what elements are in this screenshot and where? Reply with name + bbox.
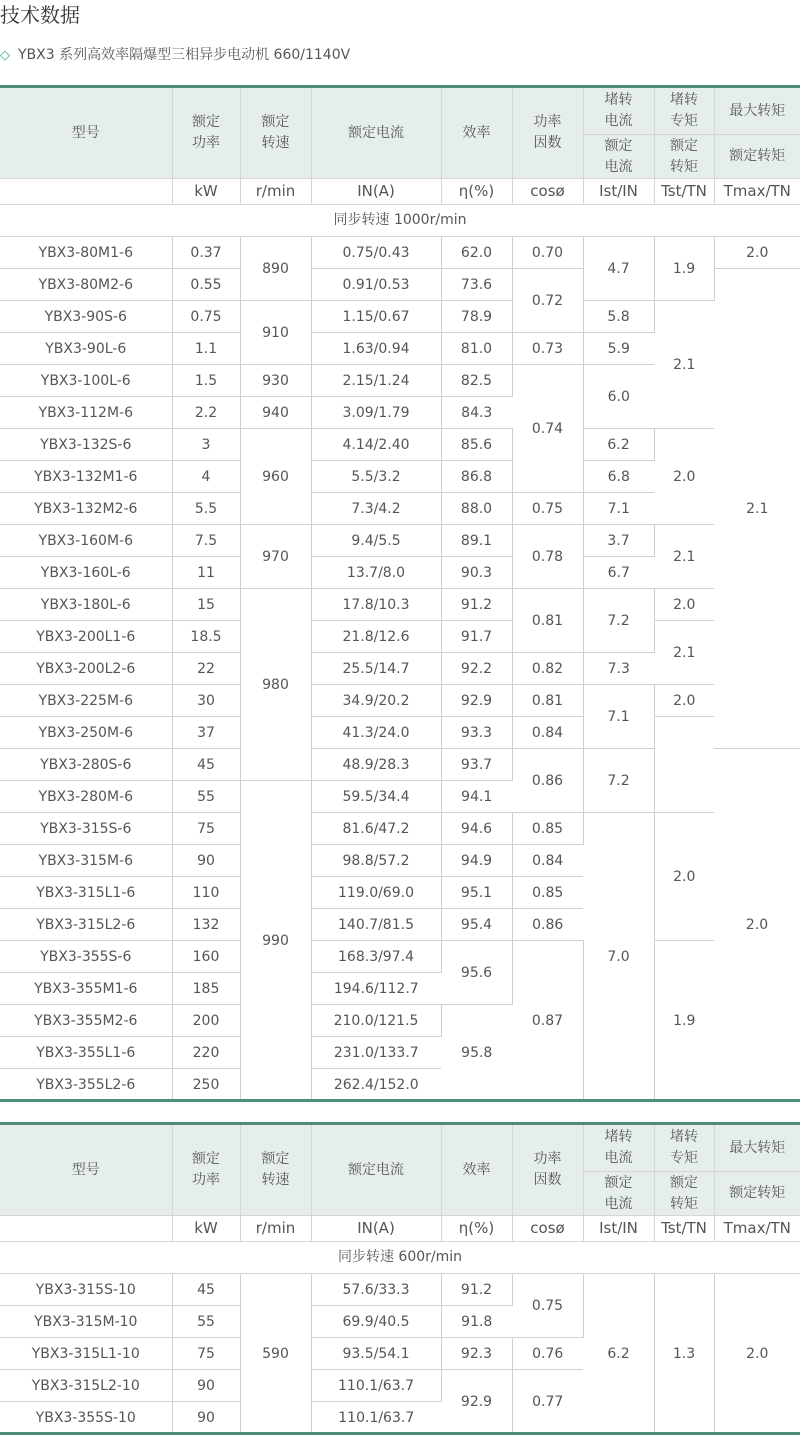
cell-current: 119.0/69.0 — [311, 877, 441, 909]
cell-power-factor: 0.85 — [512, 877, 583, 909]
cell-efficiency: 95.6 — [441, 941, 512, 1005]
subtitle-text: YBX3 系列高效率隔爆型三相异步电动机 660/1140V — [18, 47, 351, 63]
units-model — [0, 1216, 172, 1242]
header-tst-top: 堵转 专矩 — [654, 87, 714, 135]
cell-current: 98.8/57.2 — [311, 845, 441, 877]
cell-ist-ratio: 5.8 — [583, 301, 654, 333]
cell-current: 5.5/3.2 — [311, 461, 441, 493]
cell-tmax-ratio: 2.0 — [714, 237, 800, 269]
table-row — [0, 621, 800, 653]
cell-current: 0.91/0.53 — [311, 269, 441, 301]
cell-ist-ratio: 3.7 — [583, 525, 654, 557]
header-tst-bottom: 额定 转矩 — [654, 1172, 714, 1216]
cell-efficiency: 91.7 — [441, 621, 512, 653]
cell-current: 7.3/4.2 — [311, 493, 441, 525]
cell-efficiency: 95.4 — [441, 909, 512, 941]
cell-power-factor: 0.75 — [512, 1274, 583, 1338]
cell-current: 4.14/2.40 — [311, 429, 441, 461]
cell-current: 210.0/121.5 — [311, 1005, 441, 1037]
cell-current: 34.9/20.2 — [311, 685, 441, 717]
cell-efficiency: 78.9 — [441, 301, 512, 333]
cell-efficiency: 62.0 — [441, 237, 512, 269]
header-tmax-top: 最大转矩 — [714, 1124, 800, 1172]
units-cell: r/min — [240, 179, 311, 205]
cell-power: 110 — [172, 877, 240, 909]
units-cell: IN(A) — [311, 1216, 441, 1242]
cell-ist-ratio: 7.2 — [583, 589, 654, 653]
cell-power: 0.55 — [172, 269, 240, 301]
cell-efficiency: 86.8 — [441, 461, 512, 493]
header-tmax-bottom: 额定转矩 — [714, 1172, 800, 1216]
cell-efficiency: 92.2 — [441, 653, 512, 685]
header-tmax-bottom: 额定转矩 — [714, 135, 800, 179]
header-model: 型号 — [0, 1124, 172, 1216]
cell-speed: 970 — [240, 525, 311, 589]
cell-model: YBX3-112M-6 — [0, 397, 172, 429]
cell-current: 0.75/0.43 — [311, 237, 441, 269]
cell-model: YBX3-315L1-10 — [0, 1338, 172, 1370]
table-body — [0, 1274, 800, 1434]
cell-power: 45 — [172, 1274, 240, 1306]
table-row — [0, 717, 800, 749]
table-row — [0, 589, 800, 621]
cell-efficiency: 93.3 — [441, 717, 512, 749]
table-row — [0, 685, 800, 717]
cell-power: 55 — [172, 781, 240, 813]
cell-model: YBX3-225M-6 — [0, 685, 172, 717]
cell-current: 168.3/97.4 — [311, 941, 441, 973]
header-power: 额定 功率 — [172, 1124, 240, 1216]
section-label: 同步转速 600r/min — [0, 1242, 800, 1274]
cell-power-factor: 0.84 — [512, 717, 583, 749]
cell-model: YBX3-355L2-6 — [0, 1069, 172, 1101]
cell-power-factor: 0.82 — [512, 653, 583, 685]
diamond-icon: ◇ — [0, 48, 10, 63]
cell-model: YBX3-315L1-6 — [0, 877, 172, 909]
cell-speed: 940 — [240, 397, 311, 429]
cell-model: YBX3-132S-6 — [0, 429, 172, 461]
cell-efficiency: 95.1 — [441, 877, 512, 909]
units-cell: Ist/IN — [583, 179, 654, 205]
header-power: 额定 功率 — [172, 87, 240, 179]
cell-model: YBX3-315L2-10 — [0, 1370, 172, 1402]
cell-power: 185 — [172, 973, 240, 1005]
header-tmax-top: 最大转矩 — [714, 87, 800, 135]
cell-model: YBX3-200L1-6 — [0, 621, 172, 653]
cell-model: YBX3-180L-6 — [0, 589, 172, 621]
cell-speed: 590 — [240, 1274, 311, 1434]
cell-speed: 980 — [240, 589, 311, 781]
cell-model: YBX3-315M-6 — [0, 845, 172, 877]
cell-model: YBX3-315M-10 — [0, 1306, 172, 1338]
cell-current: 110.1/63.7 — [311, 1370, 441, 1402]
cell-ist-ratio: 6.2 — [583, 1274, 654, 1434]
table-row — [0, 813, 800, 845]
page-title: 技术数据 — [0, 3, 80, 27]
cell-power-factor: 0.84 — [512, 845, 583, 877]
units-cell: cosø — [512, 1216, 583, 1242]
header-efficiency: 效率 — [441, 1124, 512, 1216]
cell-current: 194.6/112.7 — [311, 973, 441, 1005]
cell-power: 90 — [172, 1370, 240, 1402]
cell-current: 110.1/63.7 — [311, 1402, 441, 1434]
units-cell: IN(A) — [311, 179, 441, 205]
cell-model: YBX3-160M-6 — [0, 525, 172, 557]
cell-tst-ratio: 2.1 — [654, 301, 714, 429]
cell-power: 7.5 — [172, 525, 240, 557]
units-cell: Ist/IN — [583, 1216, 654, 1242]
units-cell: Tst/TN — [654, 179, 714, 205]
cell-tmax-ratio: 2.0 — [714, 749, 800, 1101]
cell-power: 18.5 — [172, 621, 240, 653]
cell-power: 22 — [172, 653, 240, 685]
cell-efficiency: 73.6 — [441, 269, 512, 301]
header-current: 额定电流 — [311, 87, 441, 179]
cell-power: 30 — [172, 685, 240, 717]
cell-efficiency: 92.9 — [441, 1370, 512, 1434]
cell-model: YBX3-250M-6 — [0, 717, 172, 749]
cell-current: 25.5/14.7 — [311, 653, 441, 685]
cell-ist-ratio: 5.9 — [583, 333, 654, 365]
cell-model: YBX3-315S-6 — [0, 813, 172, 845]
cell-tst-ratio: 2.0 — [654, 589, 714, 621]
cell-current: 48.9/28.3 — [311, 749, 441, 781]
subtitle — [0, 44, 350, 66]
table-row — [0, 237, 800, 269]
header-efficiency: 效率 — [441, 87, 512, 179]
cell-speed: 990 — [240, 781, 311, 1101]
cell-power-factor: 0.75 — [512, 493, 583, 525]
cell-power: 15 — [172, 589, 240, 621]
cell-current: 21.8/12.6 — [311, 621, 441, 653]
cell-current: 57.6/33.3 — [311, 1274, 441, 1306]
cell-tst-ratio: 1.9 — [654, 237, 714, 301]
header-ist-bottom: 额定 电流 — [583, 1172, 654, 1216]
cell-ist-ratio: 7.2 — [583, 749, 654, 813]
cell-power: 11 — [172, 557, 240, 589]
cell-ist-ratio: 6.2 — [583, 429, 654, 461]
table-row — [0, 429, 800, 461]
cell-model: YBX3-315L2-6 — [0, 909, 172, 941]
cell-ist-ratio: 4.7 — [583, 237, 654, 301]
cell-current: 13.7/8.0 — [311, 557, 441, 589]
cell-current: 1.63/0.94 — [311, 333, 441, 365]
cell-current: 93.5/54.1 — [311, 1338, 441, 1370]
cell-power: 75 — [172, 1338, 240, 1370]
cell-power: 55 — [172, 1306, 240, 1338]
cell-model: YBX3-355M2-6 — [0, 1005, 172, 1037]
cell-power: 220 — [172, 1037, 240, 1069]
table-body — [0, 237, 800, 1101]
cell-model: YBX3-132M1-6 — [0, 461, 172, 493]
cell-power-factor: 0.76 — [512, 1338, 583, 1370]
cell-efficiency: 81.0 — [441, 333, 512, 365]
cell-efficiency: 92.9 — [441, 685, 512, 717]
spec-table-600rpm — [0, 1122, 800, 1434]
header-tst-bottom: 额定 转矩 — [654, 135, 714, 179]
spec-table-1000rpm — [0, 85, 800, 1101]
cell-power: 0.75 — [172, 301, 240, 333]
cell-efficiency: 91.2 — [441, 589, 512, 621]
cell-tst-ratio: 2.1 — [654, 525, 714, 589]
cell-power: 2.2 — [172, 397, 240, 429]
cell-efficiency: 94.6 — [441, 813, 512, 845]
cell-model: YBX3-280S-6 — [0, 749, 172, 781]
cell-model: YBX3-90L-6 — [0, 333, 172, 365]
header-power-factor: 功率 因数 — [512, 87, 583, 179]
cell-model: YBX3-200L2-6 — [0, 653, 172, 685]
cell-power: 1.1 — [172, 333, 240, 365]
cell-power-factor: 0.81 — [512, 589, 583, 653]
cell-current: 2.15/1.24 — [311, 365, 441, 397]
cell-efficiency: 93.7 — [441, 749, 512, 781]
cell-current: 140.7/81.5 — [311, 909, 441, 941]
header-speed: 额定 转速 — [240, 1124, 311, 1216]
cell-tst-ratio: 2.0 — [654, 685, 714, 717]
units-cell: kW — [172, 179, 240, 205]
cell-efficiency: 90.3 — [441, 557, 512, 589]
cell-speed: 910 — [240, 301, 311, 365]
cell-ist-ratio: 6.7 — [583, 557, 654, 589]
header-ist-bottom: 额定 电流 — [583, 135, 654, 179]
header-ist-top: 堵转 电流 — [583, 87, 654, 135]
cell-model: YBX3-90S-6 — [0, 301, 172, 333]
cell-power: 4 — [172, 461, 240, 493]
cell-ist-ratio: 7.1 — [583, 685, 654, 749]
cell-model: YBX3-280M-6 — [0, 781, 172, 813]
table-row — [0, 941, 800, 973]
cell-tmax-ratio: 2.1 — [714, 269, 800, 749]
cell-current: 59.5/34.4 — [311, 781, 441, 813]
cell-power: 0.37 — [172, 237, 240, 269]
cell-tst-ratio: 2.0 — [654, 813, 714, 941]
cell-speed: 890 — [240, 237, 311, 301]
cell-power-factor: 0.74 — [512, 365, 583, 493]
cell-efficiency: 94.9 — [441, 845, 512, 877]
cell-model: YBX3-160L-6 — [0, 557, 172, 589]
cell-model: YBX3-355S-6 — [0, 941, 172, 973]
cell-power: 250 — [172, 1069, 240, 1101]
cell-efficiency: 95.8 — [441, 1005, 512, 1101]
cell-tmax-ratio: 2.0 — [714, 1274, 800, 1434]
cell-power: 3 — [172, 429, 240, 461]
cell-current: 262.4/152.0 — [311, 1069, 441, 1101]
cell-tst-ratio: 1.9 — [654, 941, 714, 1101]
cell-power: 45 — [172, 749, 240, 781]
cell-efficiency: 82.5 — [441, 365, 512, 397]
units-cell: Tst/TN — [654, 1216, 714, 1242]
cell-ist-ratio: 7.3 — [583, 653, 654, 685]
table-row — [0, 1274, 800, 1306]
cell-efficiency: 84.3 — [441, 397, 512, 429]
cell-speed: 960 — [240, 429, 311, 525]
cell-efficiency: 92.3 — [441, 1338, 512, 1370]
cell-efficiency: 89.1 — [441, 525, 512, 557]
cell-current: 81.6/47.2 — [311, 813, 441, 845]
cell-power-factor: 0.86 — [512, 909, 583, 941]
cell-efficiency: 94.1 — [441, 781, 512, 813]
cell-power-factor: 0.77 — [512, 1370, 583, 1434]
cell-power-factor: 0.87 — [512, 941, 583, 1101]
cell-tst-ratio: 2.1 — [654, 621, 714, 685]
cell-model: YBX3-355S-10 — [0, 1402, 172, 1434]
units-model — [0, 179, 172, 205]
table-bottom-rule — [0, 1099, 800, 1102]
cell-power: 200 — [172, 1005, 240, 1037]
cell-current: 17.8/10.3 — [311, 589, 441, 621]
cell-current: 41.3/24.0 — [311, 717, 441, 749]
header-model: 型号 — [0, 87, 172, 179]
cell-model: YBX3-315S-10 — [0, 1274, 172, 1306]
cell-power-factor: 0.81 — [512, 685, 583, 717]
cell-model: YBX3-132M2-6 — [0, 493, 172, 525]
cell-model: YBX3-100L-6 — [0, 365, 172, 397]
cell-current: 231.0/133.7 — [311, 1037, 441, 1069]
cell-model: YBX3-355M1-6 — [0, 973, 172, 1005]
cell-power: 75 — [172, 813, 240, 845]
header-power-factor: 功率 因数 — [512, 1124, 583, 1216]
cell-power-factor: 0.73 — [512, 333, 583, 365]
cell-power-factor: 0.86 — [512, 749, 583, 813]
cell-tst-ratio — [654, 717, 714, 813]
units-cell: cosø — [512, 179, 583, 205]
cell-power: 160 — [172, 941, 240, 973]
cell-power: 132 — [172, 909, 240, 941]
cell-power: 5.5 — [172, 493, 240, 525]
cell-power: 90 — [172, 1402, 240, 1434]
header-current: 额定电流 — [311, 1124, 441, 1216]
cell-power: 37 — [172, 717, 240, 749]
units-cell: Tmax/TN — [714, 1216, 800, 1242]
table-row — [0, 525, 800, 557]
table-row — [0, 301, 800, 333]
units-cell: η(%) — [441, 1216, 512, 1242]
cell-ist-ratio: 6.8 — [583, 461, 654, 493]
cell-efficiency: 88.0 — [441, 493, 512, 525]
cell-ist-ratio: 7.1 — [583, 493, 654, 525]
cell-speed: 930 — [240, 365, 311, 397]
cell-efficiency: 91.8 — [441, 1306, 512, 1338]
units-cell: Tmax/TN — [714, 179, 800, 205]
cell-model: YBX3-80M1-6 — [0, 237, 172, 269]
cell-current: 3.09/1.79 — [311, 397, 441, 429]
units-cell: η(%) — [441, 179, 512, 205]
cell-current: 69.9/40.5 — [311, 1306, 441, 1338]
cell-current: 9.4/5.5 — [311, 525, 441, 557]
cell-power-factor: 0.85 — [512, 813, 583, 845]
cell-tst-ratio: 1.3 — [654, 1274, 714, 1434]
cell-model: YBX3-355L1-6 — [0, 1037, 172, 1069]
cell-ist-ratio: 6.0 — [583, 365, 654, 429]
header-tst-top: 堵转 专矩 — [654, 1124, 714, 1172]
cell-power: 90 — [172, 845, 240, 877]
cell-power-factor: 0.70 — [512, 237, 583, 269]
cell-power-factor: 0.72 — [512, 269, 583, 333]
header-ist-top: 堵转 电流 — [583, 1124, 654, 1172]
cell-efficiency: 85.6 — [441, 429, 512, 461]
units-cell: kW — [172, 1216, 240, 1242]
header-speed: 额定 转速 — [240, 87, 311, 179]
cell-ist-ratio: 7.0 — [583, 813, 654, 1101]
cell-model: YBX3-80M2-6 — [0, 269, 172, 301]
units-cell: r/min — [240, 1216, 311, 1242]
section-label: 同步转速 1000r/min — [0, 205, 800, 237]
cell-tst-ratio: 2.0 — [654, 429, 714, 525]
cell-efficiency: 91.2 — [441, 1274, 512, 1306]
cell-power-factor: 0.78 — [512, 525, 583, 589]
cell-current: 1.15/0.67 — [311, 301, 441, 333]
cell-power: 1.5 — [172, 365, 240, 397]
